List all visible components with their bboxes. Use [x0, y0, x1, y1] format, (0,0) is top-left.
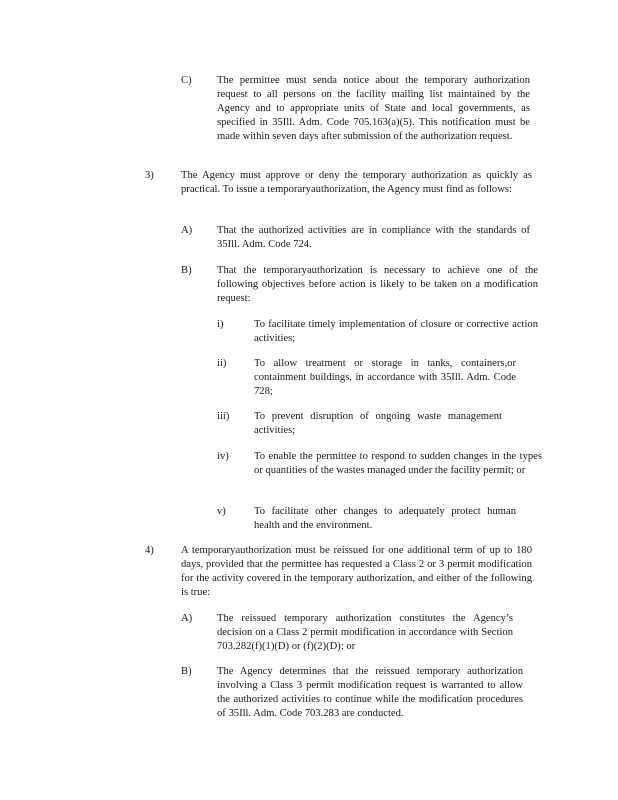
subitem-label-iv: iv) — [217, 451, 229, 462]
item-text-3a: That the authorized activities are in compliance with the standards of 35Ill. Adm. Code 724. — [217, 225, 530, 250]
item-label-4b: B) — [181, 666, 192, 677]
item-label-3a: A) — [181, 225, 193, 236]
paragraph-label-4: 4) — [145, 545, 154, 556]
item-label-4a: A) — [181, 613, 193, 624]
item-text-c: The permittee must senda notice about the temporary authorization request to all persons on the facility mailing list maintained by the Agency and to appropriate units of State and local governments, as specified in 35Ill. Adm. Code 705.163(a)(5). This notification must be made within seven days after submission of the authorization request. — [217, 75, 530, 142]
subitem-label-v: v) — [217, 506, 226, 517]
subitem-text-iv: To enable the permittee to respond to sudden changes in the types or quantities of the wastes managed under the facility permit; or — [254, 451, 542, 476]
item-text-4a: The reissued temporary authorization constitutes the Agency’s decision on a Class 2 permit modification in accordance with Section 703.282(f)(1)(D) or (f)(2)(D); or — [217, 613, 513, 652]
subitem-label-iii: iii) — [217, 411, 230, 422]
subitem-text-v: To facilitate other changes to adequately protect human health and the environment. — [254, 506, 516, 531]
paragraph-label-3: 3) — [145, 170, 154, 181]
item-text-3b: That the temporaryauthorization is necessary to achieve one of the following objectives before action is likely to be taken on a modification request: — [217, 265, 538, 304]
paragraph-text-3: The Agency must approve or deny the temporary authorization as quickly as practical. To issue a temporaryauthorization, the Agency must find as follows: — [181, 170, 532, 195]
subitem-text-ii: To allow treatment or storage in tanks, containers,or containment buildings, in accordance with 35Ill. Adm. Code 728; — [254, 358, 516, 397]
subitem-label-i: i) — [217, 319, 224, 330]
item-label-c: C) — [181, 75, 192, 86]
subitem-text-iii: To prevent disruption of ongoing waste management activities; — [254, 411, 502, 436]
subitem-text-i: To facilitate timely implementation of closure or corrective action activities; — [254, 319, 538, 344]
item-label-3b: B) — [181, 265, 192, 276]
subitem-label-ii: ii) — [217, 358, 227, 369]
paragraph-text-4: A temporaryauthorization must be reissued for one additional term of up to 180 days, provided that the permittee has requested a Class 2 or 3 permit modification for the activity covered in the temporary authorization, and either of the following is true: — [181, 545, 532, 598]
item-text-4b: The Agency determines that the reissued temporary authorization involving a Class 3 permit modification request is warranted to allow the authorized activities to continue while the modification procedures of 35Ill. Adm. Code 703.283 are conducted. — [217, 666, 523, 719]
